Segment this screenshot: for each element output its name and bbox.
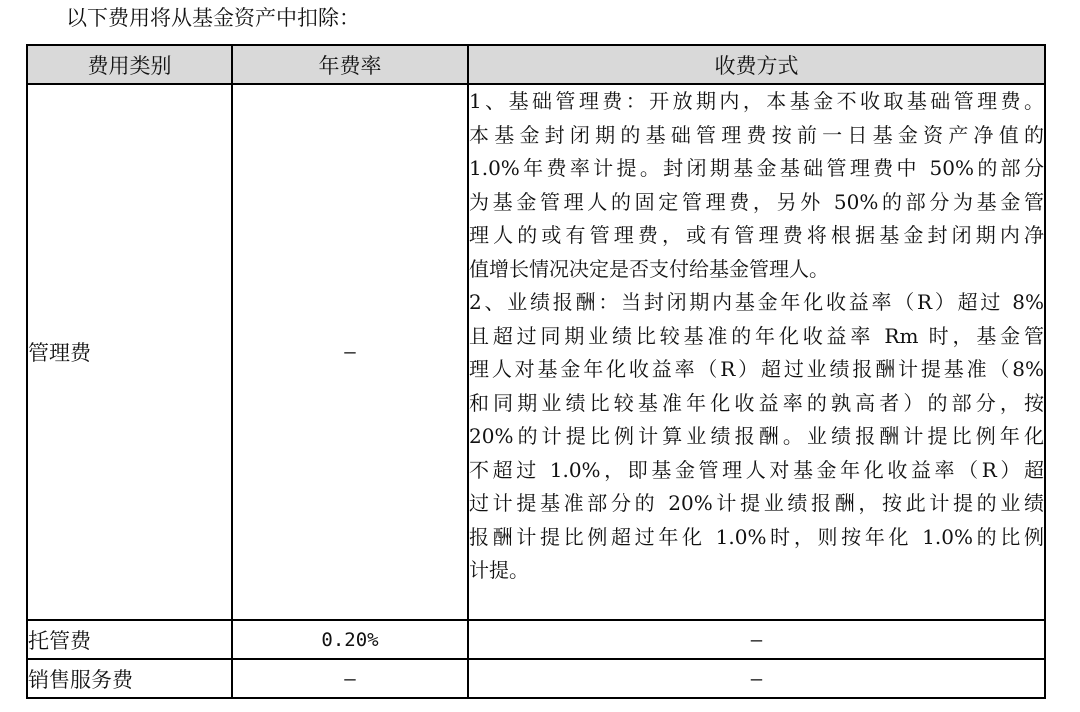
method-line: 为基金管理人的固定管理费，另外 50%的部分为基金管: [469, 189, 1044, 214]
cell-rate: –: [232, 84, 468, 620]
header-charging-method: 收费方式: [468, 45, 1045, 84]
method-line: 报酬计提比例超过年化 1.0%时，则按年化 1.0%的比例: [469, 524, 1044, 549]
cell-method: –: [468, 659, 1045, 698]
table-row-sales-service-fee: [27, 659, 1045, 698]
cell-rate: –: [232, 659, 468, 698]
fee-table: [26, 44, 1046, 699]
method-line: 20%的计提比例计算业绩报酬。业绩报酬计提比例年化: [469, 424, 1044, 448]
method-line: 过计提基准部分的 20%计提业绩报酬，按此计提的业绩: [469, 491, 1044, 515]
method-line: 1、基础管理费：开放期内，本基金不收取基础管理费。: [469, 89, 1044, 113]
cell-category: 托管费: [27, 620, 232, 659]
method-line: 理人对基金年化收益率（R）超过业绩报酬计提基准（8%: [469, 357, 1044, 381]
method-line: 和同期业绩比较基准年化收益率的孰高者）的部分，按: [469, 390, 1044, 415]
table-row-management-fee: [27, 84, 1045, 620]
method-line: 不超过 1.0%，即基金管理人对基金年化收益率（R）超: [469, 457, 1044, 482]
header-annual-rate: 年费率: [232, 45, 468, 84]
cell-method: –: [468, 620, 1045, 659]
cell-category: 销售服务费: [27, 659, 232, 698]
table-header-row: [27, 45, 1045, 84]
method-line: 理人的或有管理费，或有管理费将根据基金封闭期内净: [469, 223, 1044, 247]
cell-category: 管理费: [27, 84, 232, 620]
cell-method: [468, 84, 1045, 620]
table-row-custody-fee: [27, 620, 1045, 659]
method-line: 且超过同期业绩比较基准的年化收益率 Rm 时，基金管: [469, 323, 1044, 348]
method-line: 2、业绩报酬：当封闭期内基金年化收益率（R）超过 8%: [469, 290, 1044, 314]
method-line: 计提。: [469, 558, 529, 582]
header-fee-category: 费用类别: [27, 45, 232, 84]
cell-rate: 0.20%: [232, 620, 468, 659]
method-line: 本基金封闭期的基础管理费按前一日基金资产净值的: [469, 122, 1044, 147]
intro-text: 以下费用将从基金资产中扣除：: [66, 6, 360, 30]
method-line: 1.0%年费率计提。封闭期基金基础管理费中 50%的部分: [469, 156, 1044, 180]
method-line: 值增长情况决定是否支付给基金管理人。: [469, 256, 829, 281]
